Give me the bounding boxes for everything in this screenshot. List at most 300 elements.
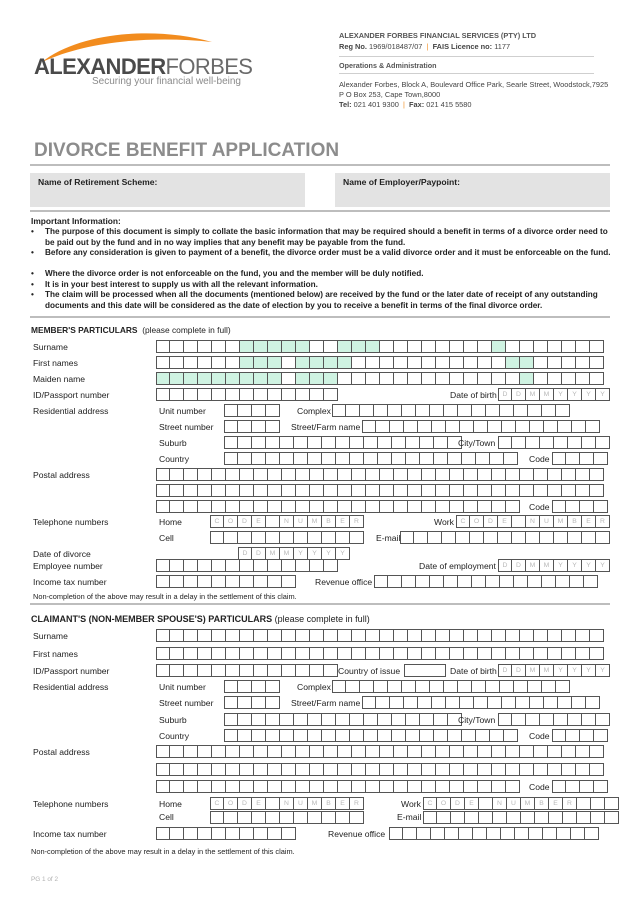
char-box[interactable] bbox=[184, 356, 198, 369]
char-box[interactable] bbox=[252, 680, 266, 693]
char-box[interactable] bbox=[294, 531, 308, 544]
char-box[interactable]: E bbox=[336, 797, 350, 810]
char-box[interactable] bbox=[366, 763, 380, 776]
member-streetnum-boxes[interactable] bbox=[224, 420, 280, 433]
member-streetname-boxes[interactable] bbox=[362, 420, 600, 433]
char-box[interactable] bbox=[422, 340, 436, 353]
char-box[interactable] bbox=[506, 340, 520, 353]
char-box[interactable] bbox=[240, 340, 254, 353]
member-home-boxes[interactable] bbox=[210, 515, 364, 528]
char-box[interactable] bbox=[198, 500, 212, 513]
char-box[interactable] bbox=[472, 680, 486, 693]
char-box[interactable] bbox=[464, 468, 478, 481]
char-box[interactable] bbox=[450, 340, 464, 353]
char-box[interactable] bbox=[406, 436, 420, 449]
char-box[interactable] bbox=[530, 696, 544, 709]
char-box[interactable] bbox=[562, 484, 576, 497]
char-box[interactable] bbox=[252, 713, 266, 726]
char-box[interactable]: Y bbox=[568, 664, 582, 677]
char-box[interactable] bbox=[458, 575, 472, 588]
char-box[interactable] bbox=[464, 340, 478, 353]
char-box[interactable] bbox=[506, 372, 520, 385]
char-box[interactable] bbox=[226, 388, 240, 401]
char-box[interactable] bbox=[352, 500, 366, 513]
char-box[interactable] bbox=[529, 827, 543, 840]
char-box[interactable] bbox=[212, 664, 226, 677]
char-box[interactable] bbox=[378, 452, 392, 465]
char-box[interactable] bbox=[324, 745, 338, 758]
char-box[interactable] bbox=[464, 372, 478, 385]
char-box[interactable]: M bbox=[266, 547, 280, 560]
char-box[interactable]: U bbox=[294, 515, 308, 528]
char-box[interactable] bbox=[170, 575, 184, 588]
char-box[interactable] bbox=[500, 680, 514, 693]
employer-paypoint-field[interactable] bbox=[335, 173, 610, 207]
char-box[interactable] bbox=[594, 729, 608, 742]
char-box[interactable] bbox=[296, 763, 310, 776]
char-box[interactable] bbox=[576, 340, 590, 353]
char-box[interactable] bbox=[170, 484, 184, 497]
char-box[interactable] bbox=[170, 340, 184, 353]
char-box[interactable] bbox=[492, 468, 506, 481]
char-box[interactable] bbox=[556, 680, 570, 693]
char-box[interactable] bbox=[403, 827, 417, 840]
char-box[interactable] bbox=[506, 500, 520, 513]
char-box[interactable] bbox=[212, 388, 226, 401]
char-box[interactable] bbox=[266, 729, 280, 742]
char-box[interactable] bbox=[266, 404, 280, 417]
char-box[interactable] bbox=[418, 696, 432, 709]
char-box[interactable] bbox=[556, 575, 570, 588]
char-box[interactable] bbox=[352, 484, 366, 497]
char-box[interactable] bbox=[548, 372, 562, 385]
char-box[interactable]: D bbox=[498, 559, 512, 572]
char-box[interactable] bbox=[422, 745, 436, 758]
char-box[interactable]: M bbox=[526, 664, 540, 677]
char-box[interactable] bbox=[254, 647, 268, 660]
char-box[interactable] bbox=[266, 436, 280, 449]
char-box[interactable] bbox=[324, 629, 338, 642]
char-box[interactable]: Y bbox=[568, 559, 582, 572]
char-box[interactable] bbox=[585, 827, 599, 840]
char-box[interactable] bbox=[388, 680, 402, 693]
char-box[interactable] bbox=[528, 404, 542, 417]
char-box[interactable] bbox=[240, 647, 254, 660]
char-box[interactable] bbox=[212, 575, 226, 588]
char-box[interactable] bbox=[420, 713, 434, 726]
char-box[interactable] bbox=[238, 680, 252, 693]
member-firstnames-boxes[interactable] bbox=[156, 356, 604, 369]
char-box[interactable] bbox=[552, 452, 566, 465]
char-box[interactable] bbox=[486, 680, 500, 693]
char-box[interactable] bbox=[430, 404, 444, 417]
char-box[interactable] bbox=[408, 468, 422, 481]
char-box[interactable] bbox=[492, 647, 506, 660]
char-box[interactable]: N bbox=[280, 797, 294, 810]
char-box[interactable] bbox=[156, 468, 170, 481]
member-postal-line1-boxes[interactable] bbox=[156, 468, 604, 481]
char-box[interactable] bbox=[512, 531, 526, 544]
char-box[interactable] bbox=[406, 729, 420, 742]
char-box[interactable]: Y bbox=[582, 388, 596, 401]
char-box[interactable] bbox=[226, 559, 240, 572]
char-box[interactable] bbox=[534, 629, 548, 642]
char-box[interactable] bbox=[346, 404, 360, 417]
char-box[interactable] bbox=[170, 468, 184, 481]
char-box[interactable] bbox=[210, 531, 224, 544]
char-box[interactable] bbox=[366, 356, 380, 369]
char-box[interactable] bbox=[212, 780, 226, 793]
char-box[interactable] bbox=[266, 420, 280, 433]
char-box[interactable] bbox=[282, 484, 296, 497]
char-box[interactable]: D bbox=[238, 797, 252, 810]
char-box[interactable] bbox=[590, 340, 604, 353]
char-box[interactable] bbox=[406, 713, 420, 726]
char-box[interactable] bbox=[226, 372, 240, 385]
char-box[interactable] bbox=[562, 763, 576, 776]
char-box[interactable] bbox=[404, 420, 418, 433]
char-box[interactable] bbox=[240, 559, 254, 572]
char-box[interactable] bbox=[310, 559, 324, 572]
char-box[interactable] bbox=[418, 420, 432, 433]
member-dob-boxes[interactable] bbox=[498, 388, 610, 401]
char-box[interactable] bbox=[420, 729, 434, 742]
char-box[interactable] bbox=[436, 745, 450, 758]
char-box[interactable] bbox=[366, 629, 380, 642]
char-box[interactable] bbox=[478, 745, 492, 758]
char-box[interactable] bbox=[476, 729, 490, 742]
char-box[interactable] bbox=[470, 531, 484, 544]
char-box[interactable]: Y bbox=[596, 664, 610, 677]
char-box[interactable] bbox=[507, 811, 521, 824]
char-box[interactable] bbox=[336, 713, 350, 726]
char-box[interactable] bbox=[238, 436, 252, 449]
char-box[interactable]: D bbox=[498, 388, 512, 401]
char-box[interactable] bbox=[212, 763, 226, 776]
claimant-dob-boxes[interactable] bbox=[498, 664, 610, 677]
char-box[interactable] bbox=[266, 531, 280, 544]
char-box[interactable] bbox=[310, 340, 324, 353]
char-box[interactable] bbox=[296, 484, 310, 497]
char-box[interactable]: M bbox=[526, 559, 540, 572]
char-box[interactable] bbox=[364, 713, 378, 726]
member-tax-boxes[interactable] bbox=[156, 575, 296, 588]
char-box[interactable] bbox=[364, 452, 378, 465]
char-box[interactable] bbox=[596, 713, 610, 726]
claimant-streetname-boxes[interactable] bbox=[362, 696, 600, 709]
char-box[interactable] bbox=[350, 436, 364, 449]
char-box[interactable] bbox=[586, 420, 600, 433]
char-box[interactable] bbox=[380, 356, 394, 369]
char-box[interactable] bbox=[352, 340, 366, 353]
char-box[interactable] bbox=[492, 484, 506, 497]
char-box[interactable] bbox=[408, 763, 422, 776]
char-box[interactable] bbox=[392, 729, 406, 742]
char-box[interactable] bbox=[557, 827, 571, 840]
char-box[interactable] bbox=[156, 484, 170, 497]
char-box[interactable] bbox=[450, 647, 464, 660]
char-box[interactable] bbox=[417, 827, 431, 840]
char-box[interactable] bbox=[408, 500, 422, 513]
char-box[interactable] bbox=[336, 811, 350, 824]
char-box[interactable] bbox=[198, 468, 212, 481]
char-box[interactable] bbox=[436, 372, 450, 385]
char-box[interactable] bbox=[226, 647, 240, 660]
char-box[interactable] bbox=[402, 680, 416, 693]
char-box[interactable] bbox=[450, 629, 464, 642]
char-box[interactable] bbox=[226, 356, 240, 369]
char-box[interactable] bbox=[268, 500, 282, 513]
char-box[interactable] bbox=[390, 696, 404, 709]
char-box[interactable] bbox=[198, 780, 212, 793]
char-box[interactable] bbox=[590, 629, 604, 642]
char-box[interactable] bbox=[436, 629, 450, 642]
char-box[interactable] bbox=[156, 664, 170, 677]
char-box[interactable] bbox=[310, 647, 324, 660]
char-box[interactable] bbox=[394, 356, 408, 369]
member-city-boxes[interactable] bbox=[498, 436, 610, 449]
char-box[interactable] bbox=[542, 575, 556, 588]
char-box[interactable] bbox=[322, 729, 336, 742]
char-box[interactable] bbox=[198, 629, 212, 642]
char-box[interactable] bbox=[450, 468, 464, 481]
char-box[interactable] bbox=[336, 436, 350, 449]
char-box[interactable] bbox=[378, 436, 392, 449]
char-box[interactable]: Y bbox=[568, 388, 582, 401]
char-box[interactable]: Y bbox=[596, 559, 610, 572]
char-box[interactable] bbox=[380, 484, 394, 497]
char-box[interactable] bbox=[590, 745, 604, 758]
char-box[interactable] bbox=[198, 388, 212, 401]
char-box[interactable] bbox=[252, 811, 266, 824]
char-box[interactable] bbox=[568, 713, 582, 726]
char-box[interactable] bbox=[366, 647, 380, 660]
char-box[interactable]: D bbox=[238, 547, 252, 560]
char-box[interactable]: M bbox=[540, 388, 554, 401]
char-box[interactable] bbox=[280, 713, 294, 726]
char-box[interactable] bbox=[534, 745, 548, 758]
char-box[interactable] bbox=[540, 713, 554, 726]
char-box[interactable] bbox=[520, 629, 534, 642]
char-box[interactable] bbox=[596, 436, 610, 449]
char-box[interactable] bbox=[590, 647, 604, 660]
char-box[interactable] bbox=[423, 811, 437, 824]
char-box[interactable]: Y bbox=[554, 559, 568, 572]
char-box[interactable] bbox=[474, 420, 488, 433]
char-box[interactable] bbox=[252, 420, 266, 433]
char-box[interactable] bbox=[338, 356, 352, 369]
char-box[interactable] bbox=[296, 745, 310, 758]
char-box[interactable] bbox=[492, 372, 506, 385]
char-box[interactable] bbox=[238, 531, 252, 544]
char-box[interactable] bbox=[280, 436, 294, 449]
char-box[interactable] bbox=[294, 452, 308, 465]
char-box[interactable] bbox=[562, 372, 576, 385]
char-box[interactable] bbox=[394, 780, 408, 793]
char-box[interactable] bbox=[212, 629, 226, 642]
char-box[interactable] bbox=[156, 500, 170, 513]
char-box[interactable] bbox=[534, 372, 548, 385]
char-box[interactable] bbox=[198, 559, 212, 572]
char-box[interactable] bbox=[268, 356, 282, 369]
char-box[interactable] bbox=[520, 340, 534, 353]
char-box[interactable] bbox=[492, 780, 506, 793]
char-box[interactable] bbox=[282, 559, 296, 572]
char-box[interactable] bbox=[478, 763, 492, 776]
claimant-country-boxes[interactable] bbox=[224, 729, 518, 742]
char-box[interactable] bbox=[310, 780, 324, 793]
char-box[interactable] bbox=[394, 629, 408, 642]
char-box[interactable] bbox=[156, 763, 170, 776]
char-box[interactable] bbox=[308, 811, 322, 824]
char-box[interactable] bbox=[549, 811, 563, 824]
char-box[interactable]: N bbox=[493, 797, 507, 810]
char-box[interactable] bbox=[266, 452, 280, 465]
char-box[interactable] bbox=[445, 827, 459, 840]
char-box[interactable] bbox=[580, 729, 594, 742]
char-box[interactable] bbox=[464, 356, 478, 369]
char-box[interactable] bbox=[282, 500, 296, 513]
char-box[interactable] bbox=[352, 468, 366, 481]
claimant-postal-code-boxes[interactable] bbox=[552, 780, 608, 793]
char-box[interactable]: E bbox=[582, 515, 596, 528]
char-box[interactable] bbox=[266, 515, 280, 528]
char-box[interactable] bbox=[590, 468, 604, 481]
char-box[interactable] bbox=[446, 696, 460, 709]
char-box[interactable] bbox=[350, 729, 364, 742]
char-box[interactable] bbox=[472, 404, 486, 417]
member-surname-boxes[interactable] bbox=[156, 340, 604, 353]
char-box[interactable] bbox=[478, 629, 492, 642]
char-box[interactable] bbox=[240, 372, 254, 385]
char-box[interactable]: E bbox=[498, 515, 512, 528]
char-box[interactable] bbox=[501, 827, 515, 840]
char-box[interactable] bbox=[394, 468, 408, 481]
char-box[interactable] bbox=[366, 372, 380, 385]
char-box[interactable] bbox=[428, 531, 442, 544]
char-box[interactable] bbox=[474, 696, 488, 709]
char-box[interactable]: O bbox=[224, 797, 238, 810]
char-box[interactable] bbox=[226, 629, 240, 642]
char-box[interactable] bbox=[366, 745, 380, 758]
char-box[interactable] bbox=[224, 680, 238, 693]
char-box[interactable] bbox=[254, 780, 268, 793]
char-box[interactable] bbox=[392, 436, 406, 449]
char-box[interactable] bbox=[448, 729, 462, 742]
char-box[interactable] bbox=[478, 340, 492, 353]
char-box[interactable] bbox=[498, 436, 512, 449]
char-box[interactable] bbox=[520, 745, 534, 758]
claimant-city-boxes[interactable] bbox=[498, 713, 610, 726]
char-box[interactable] bbox=[436, 484, 450, 497]
char-box[interactable] bbox=[554, 436, 568, 449]
char-box[interactable] bbox=[366, 780, 380, 793]
char-box[interactable] bbox=[526, 531, 540, 544]
char-box[interactable] bbox=[458, 680, 472, 693]
char-box[interactable] bbox=[362, 696, 376, 709]
char-box[interactable]: D bbox=[451, 797, 465, 810]
char-box[interactable] bbox=[238, 696, 252, 709]
char-box[interactable] bbox=[432, 696, 446, 709]
char-box[interactable] bbox=[350, 531, 364, 544]
char-box[interactable] bbox=[422, 647, 436, 660]
char-box[interactable] bbox=[520, 763, 534, 776]
char-box[interactable] bbox=[156, 575, 170, 588]
char-box[interactable] bbox=[408, 647, 422, 660]
char-box[interactable] bbox=[184, 388, 198, 401]
char-box[interactable] bbox=[431, 827, 445, 840]
char-box[interactable] bbox=[322, 811, 336, 824]
char-box[interactable] bbox=[198, 745, 212, 758]
char-box[interactable] bbox=[240, 468, 254, 481]
char-box[interactable] bbox=[156, 647, 170, 660]
char-box[interactable] bbox=[552, 729, 566, 742]
char-box[interactable] bbox=[296, 468, 310, 481]
char-box[interactable] bbox=[362, 420, 376, 433]
char-box[interactable] bbox=[240, 745, 254, 758]
char-box[interactable] bbox=[548, 468, 562, 481]
char-box[interactable] bbox=[422, 356, 436, 369]
char-box[interactable] bbox=[472, 575, 486, 588]
member-revenue-boxes[interactable] bbox=[374, 575, 598, 588]
char-box[interactable] bbox=[226, 745, 240, 758]
member-cell-boxes[interactable] bbox=[210, 531, 364, 544]
char-box[interactable]: Y bbox=[596, 388, 610, 401]
char-box[interactable] bbox=[184, 559, 198, 572]
char-box[interactable] bbox=[562, 647, 576, 660]
claimant-revenue-boxes[interactable] bbox=[389, 827, 599, 840]
char-box[interactable] bbox=[548, 484, 562, 497]
char-box[interactable] bbox=[350, 811, 364, 824]
char-box[interactable]: D bbox=[252, 547, 266, 560]
char-box[interactable] bbox=[252, 729, 266, 742]
char-box[interactable] bbox=[464, 484, 478, 497]
char-box[interactable]: E bbox=[252, 797, 266, 810]
char-box[interactable] bbox=[430, 575, 444, 588]
char-box[interactable] bbox=[577, 797, 591, 810]
char-box[interactable] bbox=[374, 575, 388, 588]
char-box[interactable] bbox=[266, 811, 280, 824]
char-box[interactable] bbox=[594, 452, 608, 465]
char-box[interactable] bbox=[338, 629, 352, 642]
char-box[interactable] bbox=[254, 484, 268, 497]
char-box[interactable] bbox=[210, 811, 224, 824]
char-box[interactable] bbox=[268, 827, 282, 840]
char-box[interactable] bbox=[450, 500, 464, 513]
member-employment-date-boxes[interactable] bbox=[498, 559, 610, 572]
char-box[interactable] bbox=[394, 647, 408, 660]
char-box[interactable] bbox=[282, 356, 296, 369]
char-box[interactable] bbox=[226, 500, 240, 513]
char-box[interactable] bbox=[170, 827, 184, 840]
char-box[interactable] bbox=[332, 404, 346, 417]
char-box[interactable] bbox=[520, 647, 534, 660]
char-box[interactable] bbox=[360, 404, 374, 417]
char-box[interactable] bbox=[156, 827, 170, 840]
char-box[interactable] bbox=[392, 713, 406, 726]
char-box[interactable]: Y bbox=[554, 388, 568, 401]
char-box[interactable] bbox=[450, 372, 464, 385]
char-box[interactable] bbox=[520, 372, 534, 385]
char-box[interactable] bbox=[500, 404, 514, 417]
char-box[interactable] bbox=[388, 404, 402, 417]
char-box[interactable] bbox=[476, 452, 490, 465]
char-box[interactable] bbox=[360, 680, 374, 693]
char-box[interactable] bbox=[464, 780, 478, 793]
char-box[interactable] bbox=[498, 531, 512, 544]
char-box[interactable] bbox=[422, 629, 436, 642]
char-box[interactable] bbox=[226, 763, 240, 776]
